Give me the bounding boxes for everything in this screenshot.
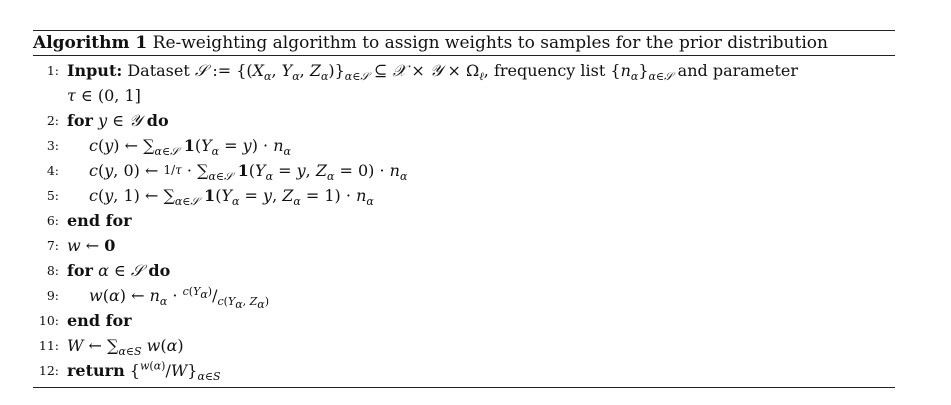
line-number: 5: xyxy=(46,188,59,203)
line-4-content: c(y, 0) ← $1/\tau \cdot \sum_{\alpha\in 𝒮}$ $1(Y_\alpha = y$, $Z_\alpha = 0) \cdot n_\alpha$ xyxy=(89,161,408,184)
algo-line-8 xyxy=(33,258,895,283)
line-3-content: c(y) ← $\sum_{\alpha\in 𝒮}$ $1(Y_\alpha = y) \cdot n_\alpha$ xyxy=(89,136,291,159)
keyword-do: do xyxy=(146,111,169,130)
caption-title: Re-weighting algorithm to assign weights to samples for the prior distribution xyxy=(152,33,828,53)
keyword-end-for: end for xyxy=(67,311,132,330)
algo-line-3 xyxy=(33,133,895,158)
algorithm-lines xyxy=(33,56,895,387)
keyword-do: do xyxy=(148,261,171,280)
keyword-input: Input: xyxy=(67,61,123,80)
line-number: 12: xyxy=(38,363,59,378)
line-number: 7: xyxy=(46,238,59,253)
keyword-end-for: end for xyxy=(67,211,132,230)
keyword-for: for xyxy=(67,111,93,130)
algo-line-9 xyxy=(33,283,895,312)
caption-label: Algorithm 1 xyxy=(33,33,148,53)
line-number: 9: xyxy=(46,288,59,303)
algo-line-4 xyxy=(33,158,895,183)
algo-line-5 xyxy=(33,183,895,208)
keyword-for: for xyxy=(67,261,93,280)
line-number: 11: xyxy=(38,338,59,353)
algorithm-caption xyxy=(33,31,895,55)
algo-line-2 xyxy=(33,108,895,133)
line-12-content: $\{^{w(\alpha)}/W\}_{\alpha\in S}$ xyxy=(129,359,221,384)
algo-line-7 xyxy=(33,233,895,258)
line-2-content: y ∈ 𝒴 xyxy=(98,111,142,130)
line-5-content: c(y, 1) ← $\sum_{\alpha\in 𝒮}$ $1(Y_\alpha = y$, $Z_\alpha = 1) \cdot n_\alpha$ xyxy=(89,186,374,209)
line-9-content: w(α) ← $n_\alpha \cdot ^{c(Y_\alpha)}/_{c(Y_\alpha, Z_\alpha)}$ xyxy=(89,284,270,312)
line-number: 10: xyxy=(38,313,59,328)
line-7-content: w ← 0 xyxy=(67,236,116,255)
line-8-content: α ∈ 𝒮 xyxy=(98,261,144,280)
line-number: 8: xyxy=(46,263,59,278)
line-number: 3: xyxy=(46,138,59,153)
line-11-content: W ← $\sum_{\alpha\in S}$ w(α) xyxy=(67,336,184,359)
algorithm-block xyxy=(33,30,895,388)
algo-line-1 xyxy=(33,58,895,108)
line-number: 4: xyxy=(46,163,59,178)
keyword-return: return xyxy=(67,361,125,380)
bottom-rule xyxy=(33,387,895,388)
line-number: 1: xyxy=(46,63,59,78)
algo-line-11 xyxy=(33,333,895,358)
algo-line-6 xyxy=(33,208,895,233)
line-number: 6: xyxy=(46,213,59,228)
algo-line-10 xyxy=(33,308,895,333)
line-1-content: Dataset 𝒮 := {($X_\alpha$, $Y_\alpha$, $Z_\alpha)\}_{\alpha\in 𝒮}$ ⊆ 𝒳 × 𝒴 × $\Omega_\ell$, frequency list $\{n_\alpha\}_{\alpha\in 𝒮}$ and parameter τ ∈ (0, 1] xyxy=(67,61,799,105)
algo-line-12 xyxy=(33,358,895,383)
line-number: 2: xyxy=(46,113,59,128)
